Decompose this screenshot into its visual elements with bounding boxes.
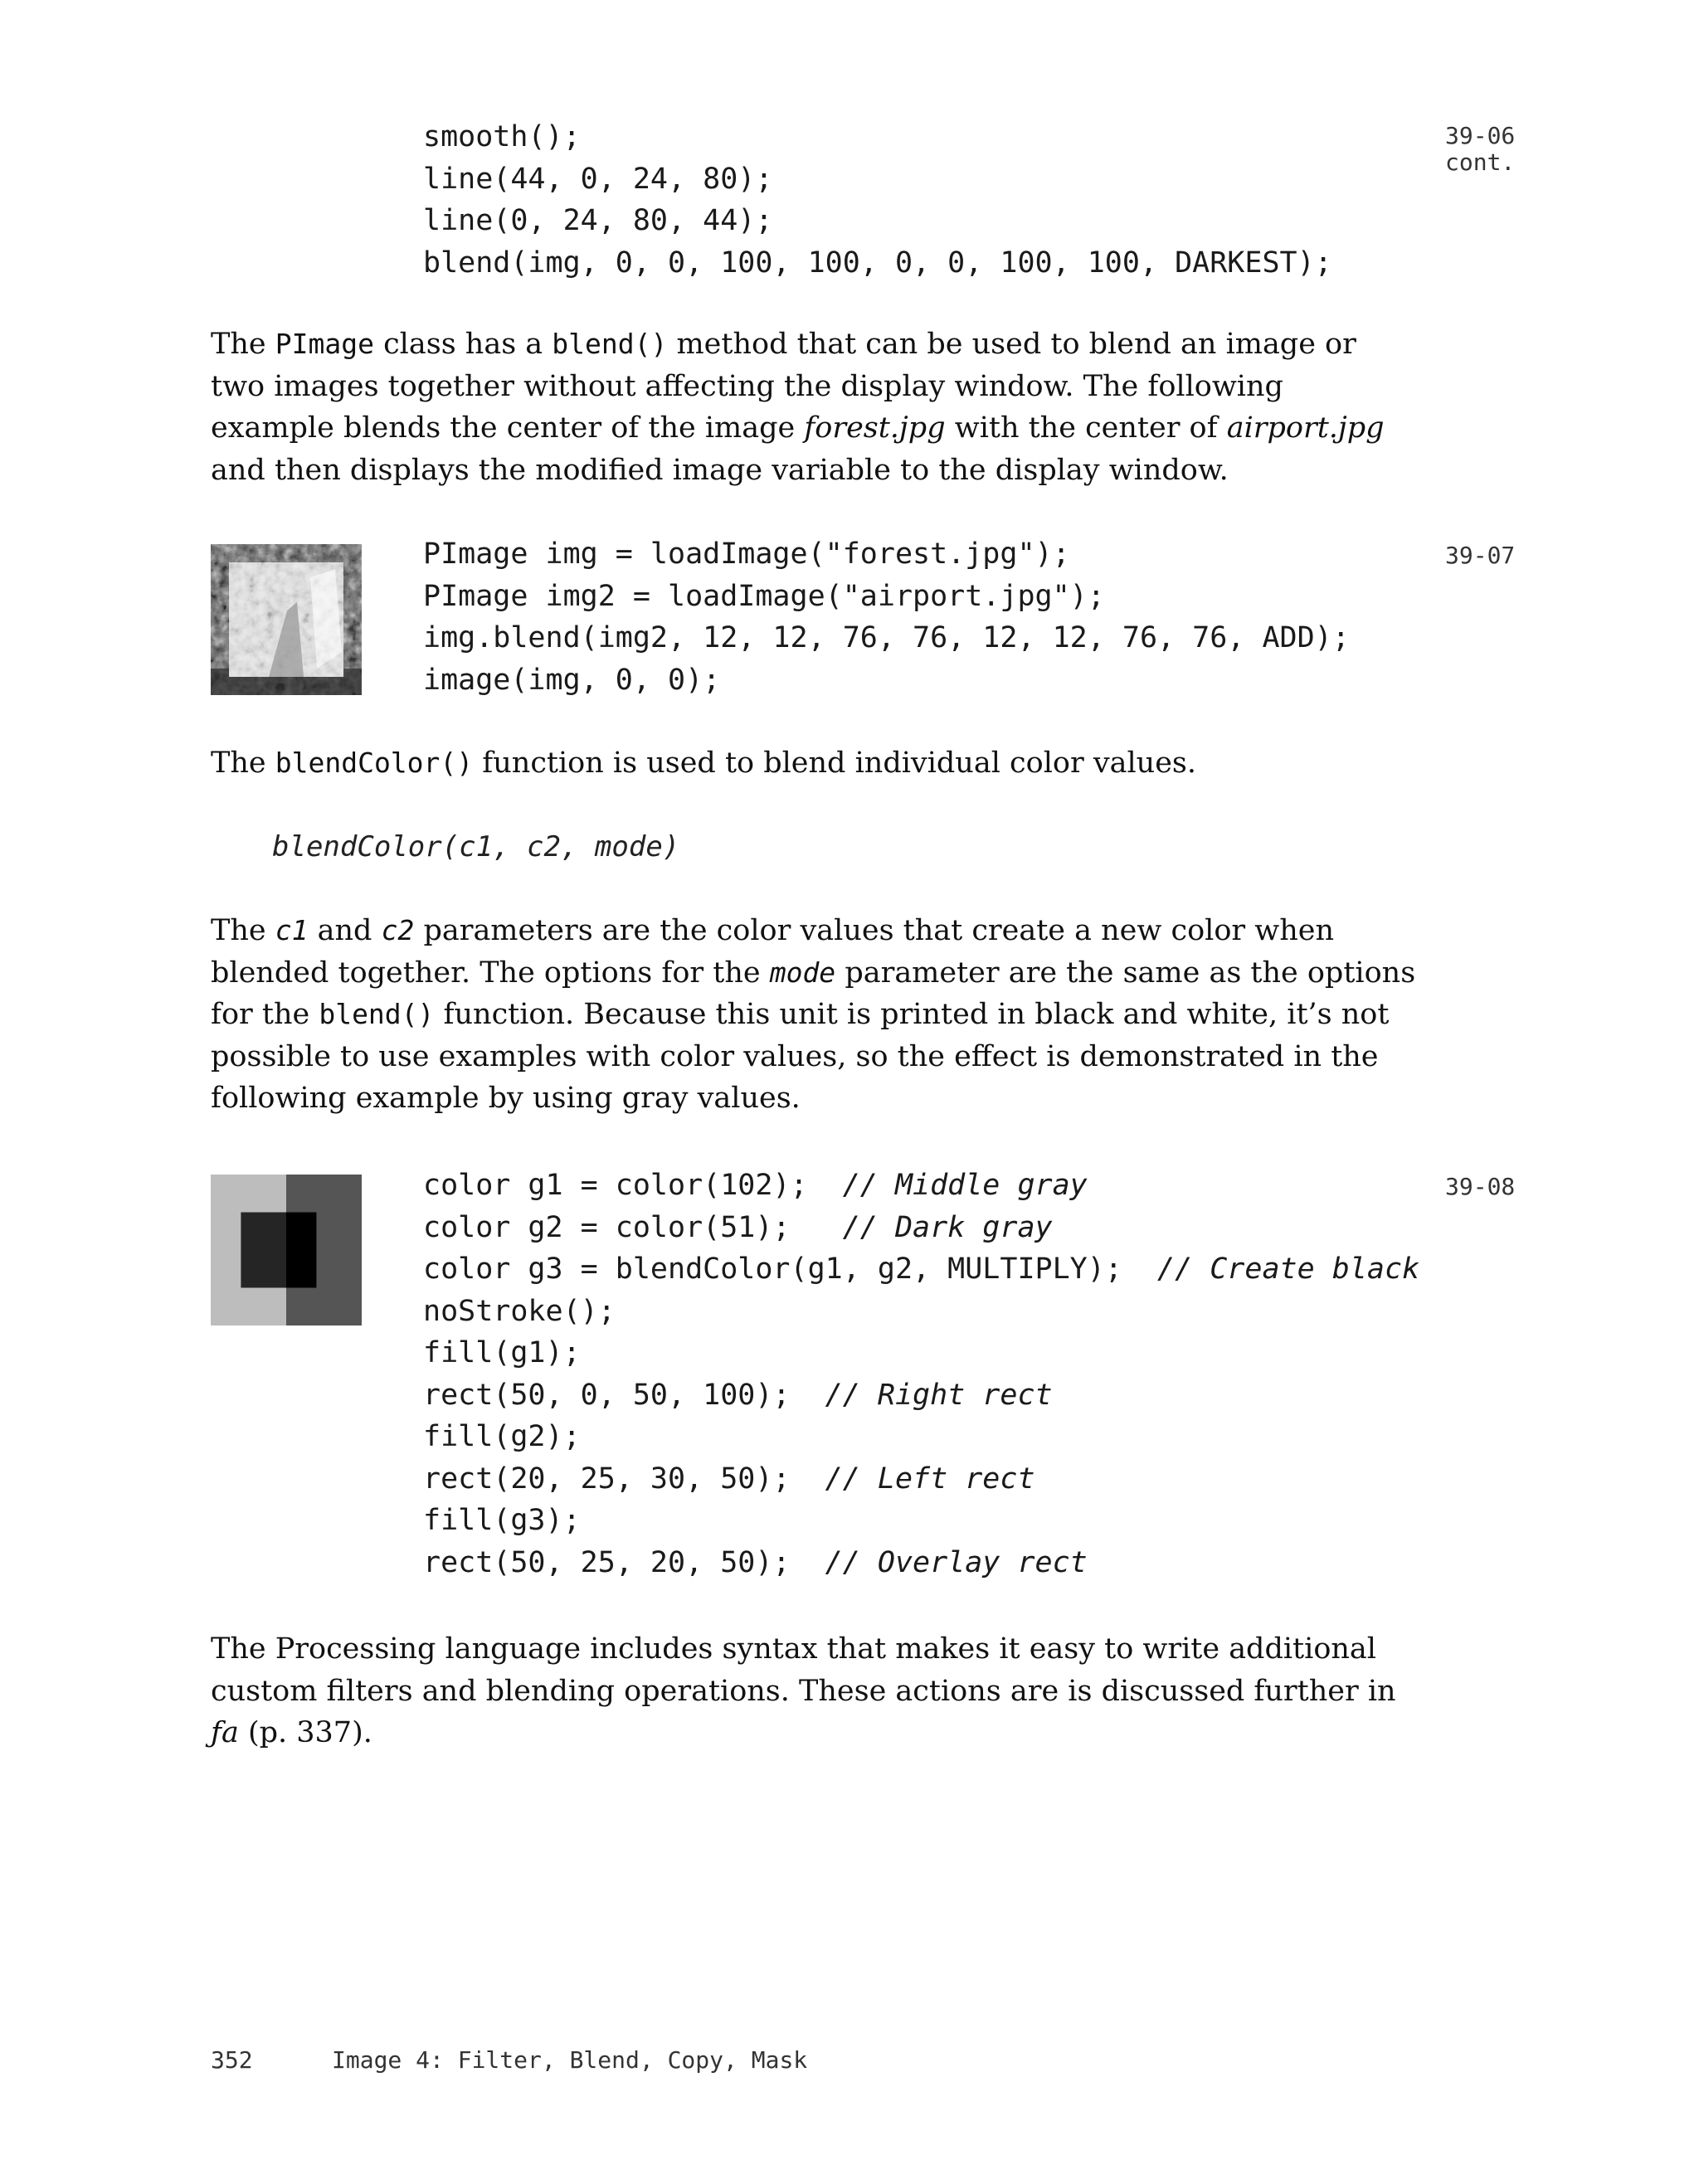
left-rect (241, 1213, 286, 1288)
code-line (423, 533, 1350, 576)
code-label-39-06 (1445, 123, 1515, 176)
text: The Processing language includes syntax that makes it easy to write additional custom filters and blending operations. These actions are is discussed further in (211, 1632, 1396, 1708)
blendcolor-syntax: blendColor(c1, c2, mode) (272, 830, 680, 863)
text: class has a (373, 328, 553, 361)
code-text: fill(g1); (423, 1336, 581, 1369)
text: method that can be used to blend an image or two images together without affecting the display window. The following example blends the center of the image (211, 328, 1356, 445)
text: function is used to blend individual color values. (473, 747, 1196, 780)
code-line (423, 1458, 1419, 1501)
text: and then displays the modified image variable to the display window. (211, 453, 1229, 487)
code-text: rect(50, 25, 20, 50); (423, 1545, 825, 1579)
code-text: img.blend(img2, 12, 12, 76, 76, 12, 12, 76, 76, ADD); (423, 621, 1350, 654)
code-line (423, 242, 1332, 285)
code-text: image(img, 0, 0); (423, 663, 721, 697)
code-comment: // Dark gray (842, 1210, 1053, 1244)
italic-filename: forest.jpg (804, 411, 946, 445)
code-label-39-08: 39-08 (1445, 1173, 1516, 1200)
code-line (423, 1500, 1419, 1542)
text: The (211, 328, 275, 361)
code-label-39-07: 39-07 (1445, 542, 1516, 569)
inline-code: PImage (275, 328, 374, 360)
code-text: rect(50, 0, 50, 100); (423, 1378, 825, 1412)
code-line (423, 158, 1332, 201)
text: and (308, 914, 382, 947)
code-text: PImage img = loadImage("forest.jpg"); (423, 537, 1070, 571)
forest-airport-blend-image (211, 544, 362, 695)
running-title: Image 4: Filter, Blend, Copy, Mask (332, 2046, 808, 2074)
code-comment: // Middle gray (842, 1169, 1088, 1202)
code-text: rect(20, 25, 30, 50); (423, 1462, 825, 1496)
code-label-cont: cont. (1445, 148, 1516, 176)
code-line (423, 1374, 1419, 1417)
code-line (423, 1542, 1419, 1584)
code-text: color g1 = color(102); (423, 1169, 843, 1202)
code-text: color g2 = color(51); (423, 1210, 843, 1244)
code-text: fill(g3); (423, 1504, 581, 1537)
code-line (423, 576, 1350, 618)
text: parameter are the same as the options for the (211, 956, 1416, 1031)
paragraph-blendcolor-params (211, 910, 1439, 1120)
code-comment: // Left rect (825, 1462, 1035, 1496)
paragraph-blendcolor-intro (211, 742, 1439, 785)
text: with the center of (945, 411, 1227, 445)
code-text: line(44, 0, 24, 80); (423, 162, 773, 196)
italic-reference: ƒa (211, 1716, 239, 1749)
code-text: fill(g2); (423, 1420, 581, 1453)
inline-code: blendColor() (275, 747, 474, 779)
code-comment: // Right rect (825, 1378, 1053, 1412)
code-text: line(0, 24, 80, 44); (423, 204, 773, 237)
code-line (423, 617, 1350, 659)
code-text: PImage img2 = loadImage("airport.jpg"); (423, 579, 1105, 613)
code-line (423, 1416, 1419, 1458)
text: parameters are the color values that create a new color when blended together. The options for the (211, 914, 1335, 990)
code-line (423, 659, 1350, 702)
code-comment: // Create black (1157, 1253, 1420, 1286)
code-block-39-06 (423, 116, 1332, 284)
code-line (423, 1165, 1419, 1207)
code-line (423, 1207, 1419, 1249)
code-line (423, 1248, 1419, 1291)
code-block-39-07 (423, 533, 1350, 701)
code-line (423, 1332, 1419, 1374)
code-text: smooth(); (423, 120, 581, 153)
overlay-rect (286, 1213, 316, 1288)
inline-code: c2 (381, 914, 415, 946)
code-label-number: 39-06 (1445, 122, 1516, 149)
blendcolor-gray-example (211, 1175, 362, 1325)
text: (p. 337). (238, 1716, 372, 1749)
text: The (211, 914, 275, 947)
code-block-39-08 (423, 1165, 1419, 1583)
paragraph-custom-filters (211, 1628, 1397, 1754)
inline-code: blend() (319, 998, 435, 1030)
inline-code: blend() (552, 328, 668, 360)
code-line (423, 1291, 1419, 1333)
text: function. Because this unit is printed in black and white, it’s not possible to use examples with color values, so the effect is demonstrated in the following example by using gray values. (211, 998, 1390, 1115)
page-number: 352 (211, 2046, 253, 2074)
code-text: color g3 = blendColor(g1, g2, MULTIPLY); (423, 1253, 1158, 1286)
code-line (423, 116, 1332, 158)
italic-filename: airport.jpg (1226, 411, 1385, 445)
paragraph-pimage-blend (211, 323, 1397, 491)
inline-code: mode (769, 956, 836, 989)
code-text: blend(img, 0, 0, 100, 100, 0, 0, 100, 100, DARKEST); (423, 246, 1332, 280)
code-text: noStroke(); (423, 1294, 616, 1328)
code-comment: // Overlay rect (825, 1545, 1088, 1579)
text: The (211, 747, 275, 780)
inline-code: c1 (275, 914, 309, 946)
code-line (423, 200, 1332, 242)
